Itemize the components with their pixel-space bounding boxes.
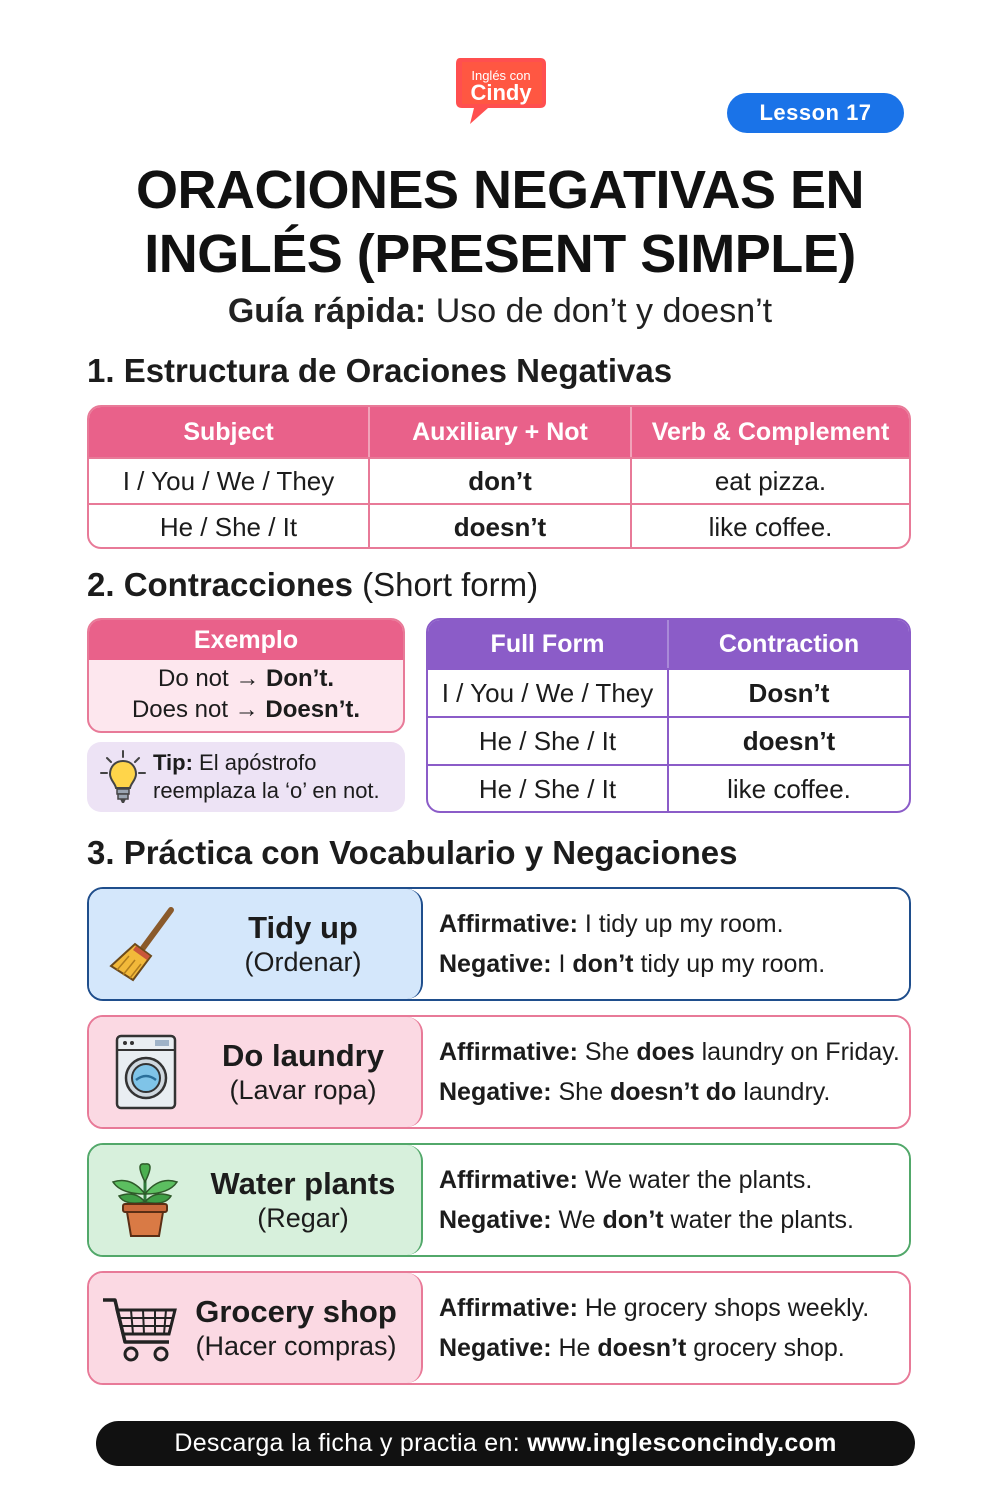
table-row	[428, 716, 909, 764]
negative-bold: don’t	[602, 1206, 664, 1234]
negative-sentence	[439, 1072, 909, 1112]
affirmative-label: Affirmative:	[439, 910, 578, 938]
broom-icon	[105, 904, 185, 984]
negative-text: He	[558, 1334, 598, 1362]
negative-text: laundry.	[736, 1078, 831, 1106]
table-cell: Dosn’t	[748, 677, 830, 708]
table-cell: I / You / We / They	[89, 459, 370, 503]
negative-label: Negative:	[439, 1206, 552, 1234]
logo-line1: Inglés con	[471, 68, 531, 83]
vocab-translation: (Ordenar)	[244, 947, 362, 977]
vocab-card-tidy-up	[87, 887, 911, 1001]
vocab-card-water-plants	[87, 1143, 911, 1257]
vocab-translation: (Lavar ropa)	[229, 1075, 377, 1105]
table-cell: don’t	[370, 459, 632, 503]
negative-text: I	[558, 950, 573, 978]
tip-line2: reemplaza la ‘o’ en not.	[153, 778, 380, 803]
tip-label: Tip:	[153, 750, 193, 775]
structure-table-header	[89, 407, 909, 457]
page-subtitle	[40, 292, 960, 331]
affirmative-label: Affirmative:	[439, 1038, 578, 1066]
affirmative-text: She	[584, 1038, 637, 1066]
tip-text	[153, 749, 380, 805]
section2-title-bold: 2. Contracciones	[87, 566, 353, 603]
header-verb: Verb & Complement	[651, 417, 890, 446]
title-line2: INGLÉS (PRESENT SIMPLE)	[144, 224, 856, 284]
affirmative-sentence	[439, 904, 909, 944]
affirmative-label: Affirmative:	[439, 1166, 578, 1194]
section3-title: 3. Práctica con Vocabulario y Negaciones	[87, 834, 738, 871]
subtitle-bold: Guía rápida:	[227, 292, 427, 330]
table-cell: doesn’t	[370, 505, 632, 549]
washing-machine-icon	[105, 1032, 185, 1112]
negative-text: grocery shop.	[686, 1334, 845, 1362]
tip-line1: El apóstrofo	[199, 750, 317, 775]
lesson-badge: Lesson 17	[727, 93, 904, 133]
negative-text: tidy up my room.	[633, 950, 826, 978]
vocab-card-grocery-shop	[87, 1271, 911, 1385]
affirmative-sentence	[439, 1160, 909, 1200]
negative-sentence	[439, 1200, 909, 1240]
section2-title-normal: (Short form)	[362, 566, 539, 603]
negative-bold: don’t	[572, 950, 634, 978]
vocab-card-do-laundry	[87, 1015, 911, 1129]
example-line1	[89, 663, 403, 694]
negative-text: water the plants.	[663, 1206, 854, 1234]
negative-sentence	[439, 1328, 909, 1368]
header-contraction: Contraction	[718, 629, 860, 658]
vocab-translation: (Regar)	[257, 1203, 349, 1233]
negative-label: Negative:	[439, 950, 552, 978]
affirmative-text: We water the plants.	[584, 1166, 813, 1194]
vocab-word: Water plants	[210, 1166, 396, 1201]
negative-text: She	[558, 1078, 610, 1106]
negative-sentence	[439, 944, 909, 984]
example-header: Exemplo	[89, 620, 403, 660]
table-cell: eat pizza.	[714, 465, 827, 496]
table-cell: I / You / We / They	[428, 670, 669, 716]
affirmative-text: I tidy up my room.	[584, 910, 784, 938]
example-line2	[89, 694, 403, 725]
example-line2-text: Does not →	[131, 696, 266, 723]
affirmative-label: Affirmative:	[439, 1294, 578, 1322]
table-cell: He / She / It	[428, 766, 669, 812]
header-auxiliary: Auxiliary + Not	[370, 407, 632, 457]
download-banner[interactable]	[96, 1421, 915, 1466]
affirmative-text: laundry on Friday.	[694, 1038, 900, 1066]
table-cell: He / She / It	[428, 718, 669, 764]
shopping-cart-icon	[99, 1288, 179, 1368]
negative-label: Negative:	[439, 1334, 552, 1362]
tip-box	[87, 742, 405, 812]
negative-bold: doesn’t	[597, 1334, 687, 1362]
affirmative-text: He grocery shops weekly.	[584, 1294, 870, 1322]
example-line1-bold: Don’t.	[266, 665, 335, 692]
section2-title	[87, 566, 538, 604]
section1-title: 1. Estructura de Oraciones Negativas	[87, 352, 673, 389]
vocab-word: Tidy up	[248, 910, 358, 945]
table-cell: like coffee.	[727, 773, 851, 804]
potted-plant-icon	[105, 1160, 185, 1240]
negative-text: We	[558, 1206, 603, 1234]
page-title	[40, 158, 960, 286]
brand-logo	[452, 52, 550, 126]
subtitle-rest: Uso de don’t y doesn’t	[435, 292, 773, 330]
example-line2-bold: Doesn’t.	[265, 696, 361, 723]
affirmative-bold: does	[636, 1038, 695, 1066]
lightbulb-icon	[99, 749, 147, 805]
negative-label: Negative:	[439, 1078, 552, 1106]
vocab-word: Do laundry	[222, 1038, 384, 1073]
example-box	[87, 618, 405, 733]
header-subject: Subject	[89, 407, 370, 457]
vocab-word: Grocery shop	[195, 1294, 397, 1329]
vocab-translation: (Hacer compras)	[195, 1331, 397, 1361]
example-line1-text: Do not →	[157, 665, 267, 692]
footer-text: Descarga la ficha y practia en:	[174, 1429, 528, 1457]
table-row	[428, 668, 909, 716]
table-row	[428, 764, 909, 812]
affirmative-sentence	[439, 1032, 909, 1072]
contraction-table-header	[428, 620, 909, 668]
header-full-form: Full Form	[428, 620, 669, 668]
table-cell: doesn’t	[742, 725, 836, 756]
footer-url-link[interactable]: www.inglesconcindy.com	[527, 1429, 837, 1457]
structure-table	[87, 405, 911, 549]
title-line1: ORACIONES NEGATIVAS EN	[135, 160, 865, 220]
affirmative-sentence	[439, 1288, 909, 1328]
contraction-table	[426, 618, 911, 813]
logo-line2: Cindy	[470, 80, 532, 105]
table-cell: like coffee.	[708, 511, 833, 542]
table-cell: He / She / It	[89, 505, 370, 549]
negative-bold: doesn’t do	[609, 1078, 737, 1106]
table-row	[89, 457, 909, 503]
table-row	[89, 503, 909, 549]
